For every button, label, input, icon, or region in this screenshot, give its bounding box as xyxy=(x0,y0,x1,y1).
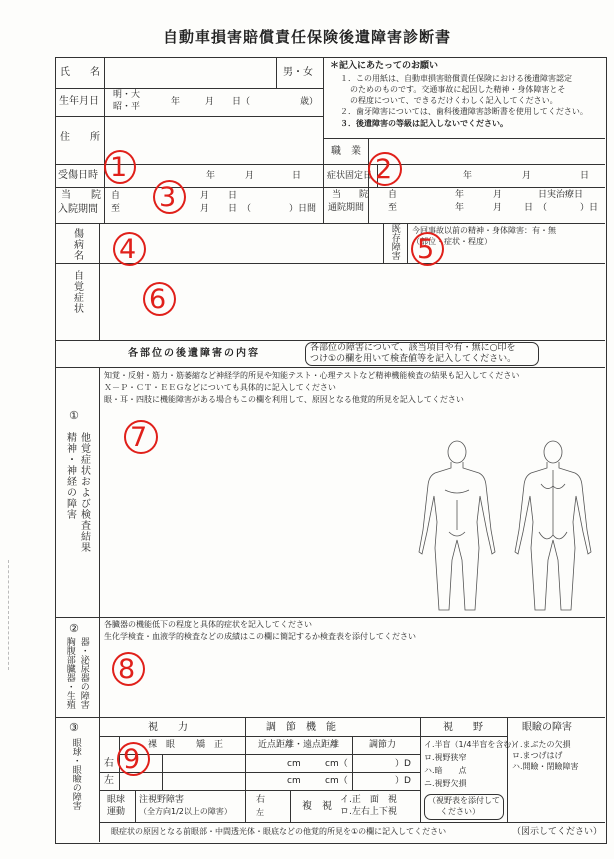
content-section-title: 各部位の後遺障害の内容 xyxy=(128,348,260,359)
attach-note-2: ください） xyxy=(440,807,480,816)
corrected-label: 矯 正 xyxy=(196,740,224,750)
field-option-4[interactable]: ニ.視野欠損 xyxy=(424,779,467,788)
right-near-cm: cm xyxy=(287,759,301,769)
field-option-2[interactable]: ロ.視野狭窄 xyxy=(424,753,467,762)
naked-eye-label: 裸 眼 xyxy=(148,740,176,750)
notes-header: ＊記入にあたってのお願い xyxy=(330,61,439,71)
organs-findings-field[interactable] xyxy=(103,645,601,713)
outp-paren-close: ）日 xyxy=(580,203,599,213)
outp-label-2: 通院期間 xyxy=(328,203,365,213)
outp-from-year: 年 xyxy=(455,190,465,200)
eye-circle-number: ③ xyxy=(69,721,79,734)
hosp-from: 自 xyxy=(111,191,121,201)
accom-power-label: 調節力 xyxy=(369,740,397,750)
eyelid-diagram-field[interactable] xyxy=(510,774,602,820)
diplopia-option-2[interactable]: ロ.左右上下視 xyxy=(340,807,397,817)
marker-4: 4 xyxy=(119,234,137,265)
marker-5: 5 xyxy=(417,234,435,265)
occupation-field[interactable] xyxy=(372,141,600,161)
occupation-label: 職 業 xyxy=(331,146,361,157)
hosp-days-close: ）日間 xyxy=(289,204,317,214)
address-field[interactable] xyxy=(108,119,318,161)
outp-to-month: 月 xyxy=(493,203,503,213)
fixation-label-2: （全方向1/2以上の障害） xyxy=(139,807,232,816)
outp-to-year: 年 xyxy=(455,203,465,213)
right-far-cm: cm（ xyxy=(325,759,348,769)
near-far-label: 近点距離・遠点距離 xyxy=(258,740,340,750)
hosp-from-month: 月 xyxy=(200,191,210,201)
field-header: 視 野 xyxy=(443,722,483,733)
content-note-2: つけ①の欄を用いて検査値等を記入してください。 xyxy=(310,354,517,364)
diplopia-option-1[interactable]: イ.正 面 視 xyxy=(340,795,397,805)
preexisting-text-2: （部位・症状・程度） xyxy=(412,237,492,246)
outp-from-month: 月 xyxy=(493,190,503,200)
marker-2: 2 xyxy=(375,154,393,185)
dob-month-label: 月 xyxy=(205,97,215,107)
era-line1[interactable]: 明・大 xyxy=(113,90,141,100)
marker-3: 3 xyxy=(159,182,177,213)
movement-label-1: 眼球 xyxy=(107,795,126,805)
organs-circle-number: ② xyxy=(69,622,79,635)
injury-date-label: 受傷日時 xyxy=(58,170,98,181)
eye-label: 眼球・眼瞼の障害 xyxy=(70,738,81,810)
fixed-date-field[interactable] xyxy=(380,166,602,185)
eyelid-option-1[interactable]: イ.まぶたの欠損 xyxy=(512,740,571,749)
marker-9: 9 xyxy=(123,744,141,775)
body-front-figure xyxy=(419,441,495,610)
organs-instruction-2: 生化学検査・血液学的検査などの成績はこの欄に簡記するか検査表を添付してください xyxy=(104,632,416,641)
diplopia-label: 複 視 xyxy=(302,801,332,812)
marker-7: 7 xyxy=(130,422,148,453)
hosp-from-day: 日 xyxy=(228,191,238,201)
marker-1: 1 xyxy=(110,152,128,183)
eye-footer-note: 眼症状の原因となる前眼部・中間透光体・眼底などの他覚的所見を①の欄に記入してください xyxy=(111,827,447,836)
neuro-label: 精神・神経の障害 xyxy=(64,432,76,520)
note-1a: １．この用紙は、自動車損害賠償責任保険における後遺障害認定 xyxy=(340,74,572,83)
body-diagram[interactable] xyxy=(405,440,605,615)
preexisting-text-1[interactable]: 今回事故以前の精神・身体障害：有・無 xyxy=(412,226,556,235)
left-d-close: ）D xyxy=(395,776,411,786)
fixed-day: 日 xyxy=(580,171,590,181)
organs-label-2: 器・泌尿器の障害 xyxy=(78,637,89,709)
eyelid-header: 眼瞼の障害 xyxy=(522,722,572,733)
organs-instruction-1: 各臓器の機能低下の程度と具体的症状を記入してください xyxy=(104,620,312,629)
outp-to: 至 xyxy=(388,203,398,213)
scan-crop-mark xyxy=(8,560,9,670)
right-d-close: ）D xyxy=(395,759,411,769)
neuro-label-2: 他覚症状および検査結果 xyxy=(78,432,90,553)
accommodation-header: 調 節 機 能 xyxy=(266,722,336,733)
outp-actual-days: 日実治療日 xyxy=(538,190,584,200)
injury-name-label: 傷病名 xyxy=(71,228,83,261)
dob-label: 生年月日 xyxy=(59,96,99,107)
right-eye-label: 右 xyxy=(104,758,114,769)
dob-year-label: 年 xyxy=(171,97,181,107)
name-label: 氏 名 xyxy=(60,67,100,78)
marker-6: 6 xyxy=(149,284,167,315)
fixed-month: 月 xyxy=(522,171,532,181)
injury-day: 日 xyxy=(292,171,302,181)
organs-label: 胸腹部臓器・生殖 xyxy=(64,637,75,709)
note-1c: の程度について、できるだけくわしく記入してください。 xyxy=(350,96,558,105)
attach-note-1: （視野表を添付して xyxy=(428,796,500,805)
neuro-instruction-1: 知覚・反射・筋力・筋萎縮など神経学的所見や知能テスト・心理テストなど精神機能検査の結果も記入してください xyxy=(104,371,520,380)
fixation-right: 右 xyxy=(256,795,266,805)
fixed-year: 年 xyxy=(463,171,473,181)
hosp-to-day: 日 xyxy=(228,204,238,214)
hosp-to: 至 xyxy=(111,204,121,214)
hosp-label-2: 入院期間 xyxy=(58,204,98,215)
neuro-circle-number: ① xyxy=(69,409,79,422)
address-label: 住 所 xyxy=(60,132,100,143)
injury-year: 年 xyxy=(206,171,216,181)
fixation-label-1: 注視野障害 xyxy=(139,795,185,805)
body-back-figure xyxy=(515,441,591,610)
field-option-3[interactable]: ハ.暗 点 xyxy=(424,766,467,775)
preexisting-label: 既存障害 xyxy=(389,224,400,260)
left-eye-label: 左 xyxy=(104,775,114,786)
eyelid-option-2[interactable]: ロ.まつげはげ xyxy=(512,751,563,760)
dob-day-label: 日（ xyxy=(232,97,251,107)
subjective-field[interactable] xyxy=(103,266,601,337)
sex-options[interactable]: 男・女 xyxy=(283,67,313,78)
outp-label-1: 当 院 xyxy=(332,190,369,200)
injury-date-field[interactable] xyxy=(108,166,320,185)
subjective-label: 自覚症状 xyxy=(71,270,83,314)
injury-month: 月 xyxy=(245,171,255,181)
eyelid-option-3[interactable]: ハ.開瞼・閉瞼障害 xyxy=(512,762,579,771)
neuro-instruction-3: 眼・耳・四肢に機能障害がある場合もこの欄を利用して、原因となる他覚的所見を記入してください xyxy=(104,395,464,404)
fixation-left: 左 xyxy=(256,808,264,817)
content-note-1: 各部位の障害について、該当項目や有・無に○印を xyxy=(310,343,516,353)
left-far-cm: cm（ xyxy=(325,776,348,786)
fixed-date-label: 症状固定日 xyxy=(327,171,373,181)
name-field[interactable] xyxy=(108,62,272,84)
outp-from: 自 xyxy=(388,190,398,200)
outp-paren-open: （ xyxy=(538,203,548,213)
hosp-label-1: 当 院 xyxy=(61,190,101,201)
age-label: 歳） xyxy=(300,97,319,107)
field-option-1[interactable]: イ.半盲（1/4半盲を含む） xyxy=(424,740,520,749)
diagram-note: （図示してください） xyxy=(512,827,603,837)
era-line2[interactable]: 昭・平 xyxy=(113,102,141,112)
hosp-days-open: （ xyxy=(242,204,252,214)
note-2: ２．歯牙障害については、歯科後遺障害診断書を使用してください。 xyxy=(340,107,588,116)
note-1b: のためのものです。交通事故に起因した精神・身体障害とそ xyxy=(350,85,566,94)
outp-to-day: 日 xyxy=(524,203,534,213)
note-3: ３．後遺障害の等級は記入しないでください。 xyxy=(340,119,508,128)
vision-header: 視 力 xyxy=(148,722,188,733)
document-title: 自動車損害賠償責任保険後遺障害診断書 xyxy=(162,28,451,46)
hosp-to-month: 月 xyxy=(200,204,210,214)
marker-8: 8 xyxy=(118,654,136,685)
left-near-cm: cm xyxy=(287,776,301,786)
movement-label-2: 運動 xyxy=(107,807,126,817)
neuro-instruction-2: Ｘ－Ｐ・ＣＴ・ＥＥＧなどについても具体的に記入してください xyxy=(104,383,336,392)
